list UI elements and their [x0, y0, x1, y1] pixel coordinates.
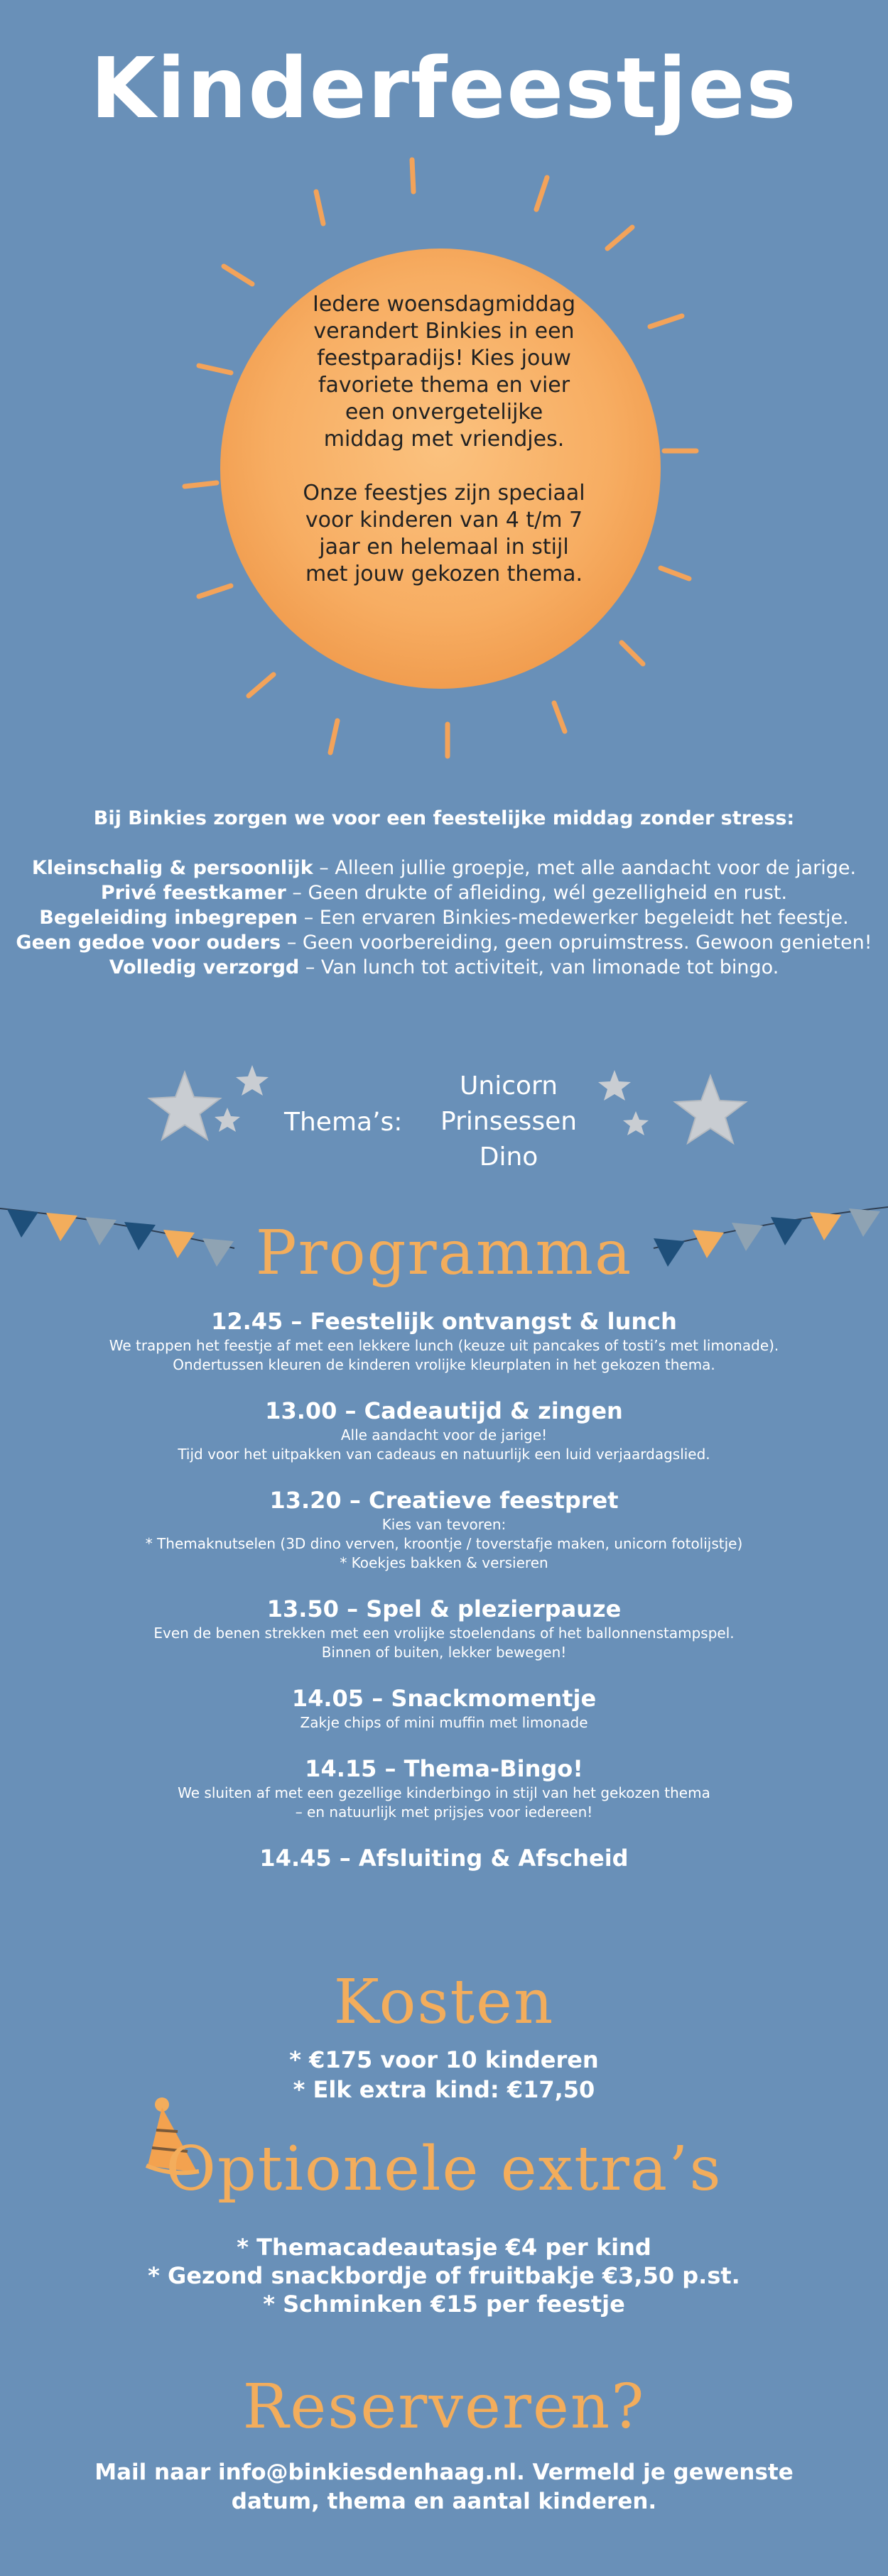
- program-item-line: Tijd voor het uitpakken van cadeaus en natuurlijk een luid verjaardagslied.: [178, 1446, 710, 1463]
- costs-heading: Kosten: [333, 1967, 555, 2038]
- intro-item: [0, 856, 888, 880]
- program-item-title: 13.20 – Creatieve feestpret: [269, 1487, 619, 1514]
- program-item: [0, 1594, 888, 1662]
- program-item: [0, 1683, 888, 1732]
- program-item-line: We sluiten af met een gezellige kinderbingo in stijl van het gekozen thema: [178, 1784, 710, 1801]
- theme-item: Unicorn: [460, 1071, 558, 1101]
- themes-label: Thema’s:: [284, 1108, 403, 1137]
- program-heading: Programma: [255, 1218, 633, 1289]
- program-item-line: We trappen het feestje af met een lekkere lunch (keuze uit pancakes of tosti’s met limonade).: [109, 1337, 779, 1354]
- theme-item: Prinsessen: [440, 1107, 578, 1136]
- program-item: [0, 1306, 888, 1375]
- program-item-line: Even de benen strekken met een vrolijke stoelendans of het ballonnenstampspel.: [153, 1625, 735, 1642]
- program-item: [0, 1485, 888, 1573]
- intro-item: [0, 955, 888, 980]
- program-item-line: Kies van tevoren:: [381, 1516, 507, 1533]
- program-item-title: 13.50 – Spel & plezierpauze: [266, 1595, 622, 1622]
- stars-right-icon: [590, 1061, 753, 1161]
- program-item: [0, 1754, 888, 1822]
- program-item-title: 12.45 – Feestelijk ontvangst & lunch: [211, 1308, 677, 1335]
- reserve-heading: Reserveren?: [242, 2372, 646, 2443]
- reserve-text: Mail naar info@binkiesdenhaag.nl. Vermeld je gewenste datum, thema en aantal kinderen.: [94, 2460, 794, 2514]
- extras-list: [0, 2233, 888, 2318]
- program-item-line: * Koekjes bakken & versieren: [340, 1554, 548, 1571]
- sun-paragraph-1: Iedere woensdagmiddag verandert Binkies in een feestparadijs! Kies jouw favoriete thema en vier een onvergetelijke middag met vriendjes.: [312, 292, 575, 452]
- intro-item-label: Geen gedoe voor ouders: [16, 932, 281, 954]
- program-item-title: 14.45 – Afsluiting & Afscheid: [259, 1845, 629, 1872]
- costs-item: * €175 voor 10 kinderen: [289, 2046, 599, 2073]
- page-title: Kinderfeestjes: [90, 39, 798, 137]
- program-item: [0, 1396, 888, 1464]
- intro-item-label: Privé feestkamer: [100, 882, 286, 904]
- program-item-line: Binnen of buiten, lekker bewegen!: [321, 1644, 567, 1661]
- intro-item-text: – Een ervaren Binkies-medewerker begeleidt het feestje.: [298, 907, 849, 929]
- program-list: [0, 1306, 888, 1894]
- sun-paragraph-2: Onze feestjes zijn speciaal voor kinderen van 4 t/m 7 jaar en helemaal in stijl met jouw gekozen thema.: [303, 481, 585, 586]
- program-item: [0, 1843, 888, 1873]
- intro-item-label: Begeleiding inbegrepen: [39, 907, 298, 929]
- intro-item-text: – Geen drukte of afleiding, wél gezelligheid en rust.: [286, 882, 788, 904]
- theme-item: Dino: [479, 1142, 538, 1172]
- program-item-title: 14.05 – Snackmomentje: [291, 1685, 597, 1712]
- extras-item: * Schminken €15 per feestje: [263, 2291, 625, 2318]
- program-item-line: Ondertussen kleuren de kinderen vrolijke kleurplaten in het gekozen thema.: [173, 1356, 715, 1373]
- intro-item-text: – Alleen jullie groepje, met alle aandacht voor de jarige.: [313, 857, 857, 879]
- themes-list: [440, 1069, 577, 1175]
- program-item-title: 13.00 – Cadeautijd & zingen: [265, 1397, 623, 1424]
- sun-illustration: [178, 153, 703, 792]
- extras-heading: Optionele extra’s: [166, 2134, 722, 2205]
- sun-text: [302, 291, 586, 615]
- program-item-line: – en natuurlijk met prijsjes voor iedereen!: [295, 1803, 593, 1821]
- stars-left-icon: [142, 1058, 305, 1157]
- intro-item: [0, 905, 888, 930]
- program-item-title: 14.15 – Thema-Bingo!: [305, 1755, 583, 1782]
- intro-item-label: Volledig verzorgd: [109, 956, 300, 978]
- intro-item-text: – Geen voorbereiding, geen opruimstress. Gewoon genieten!: [281, 932, 872, 954]
- intro-block: [0, 806, 888, 980]
- extras-item: * Gezond snackbordje of fruitbakje €3,50 p.st.: [148, 2262, 740, 2289]
- intro-item-text: – Van lunch tot activiteit, van limonade tot bingo.: [299, 956, 779, 978]
- extras-item: * Themacadeautasje €4 per kind: [237, 2234, 651, 2261]
- intro-item: [0, 930, 888, 955]
- costs-list: [0, 2045, 888, 2105]
- intro-heading: Bij Binkies zorgen we voor een feestelijke middag zonder stress:: [93, 807, 795, 829]
- intro-item-label: Kleinschalig & persoonlijk: [31, 857, 313, 879]
- program-item-line: Alle aandacht voor de jarige!: [340, 1426, 548, 1443]
- intro-item: [0, 880, 888, 905]
- program-item-line: * Themaknutselen (3D dino verven, kroontje / toverstafje maken, unicorn fotolijstje): [145, 1535, 743, 1552]
- program-item-line: Zakje chips of mini muffin met limonade: [300, 1714, 588, 1731]
- costs-item: * Elk extra kind: €17,50: [293, 2076, 595, 2103]
